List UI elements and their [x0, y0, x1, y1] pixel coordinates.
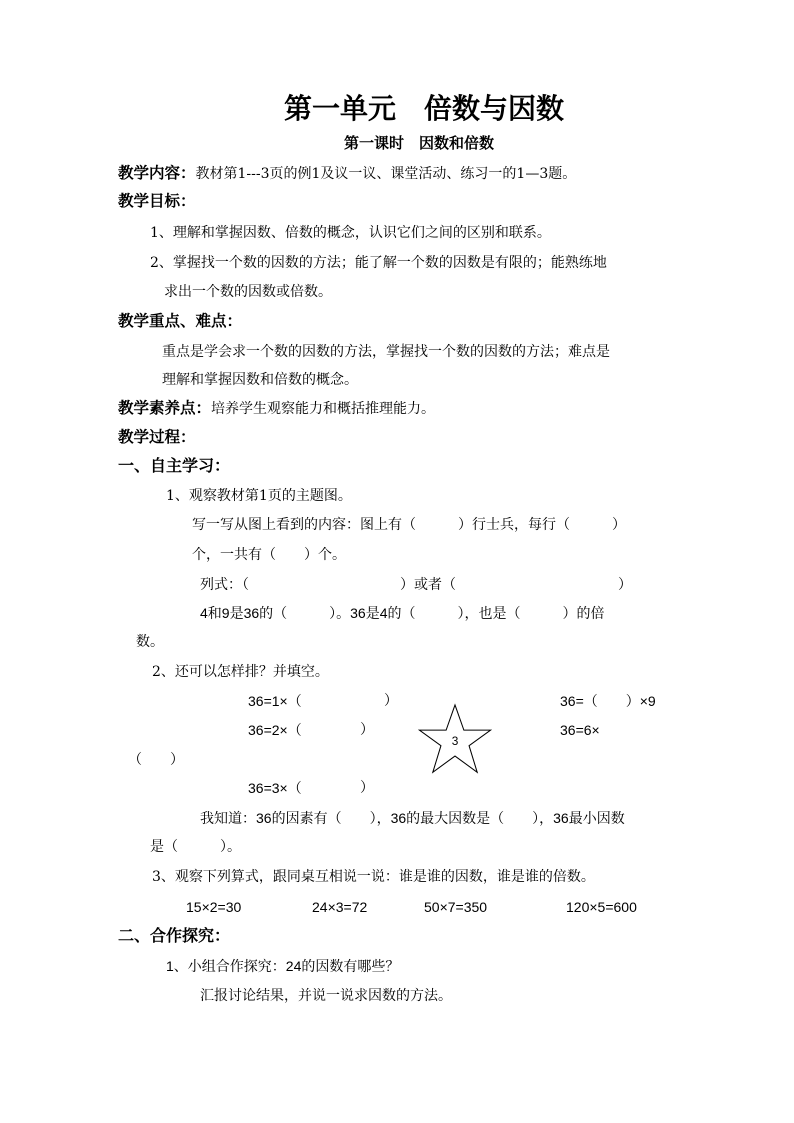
section-2-note: 汇报讨论结果，并说一说求因数的方法。 — [200, 988, 452, 1004]
fill-blank-soldiers: 写一写从图上看到的内容：图上有（ ）行士兵，每行（ ） — [192, 517, 626, 533]
equation-right-2: 36=6× — [560, 722, 600, 738]
fill-blank-total: 个，一共有（ ）个。 — [192, 547, 346, 563]
calc-3: 50×7=350 — [424, 899, 488, 915]
equation-3-close: ） — [360, 780, 374, 796]
content-label: 教学内容： — [118, 163, 196, 182]
equation-right-2-cont: （ ） — [128, 752, 184, 768]
know-line-1: 我知道：36的因素有（ ），36的最大因数是（ ），36最小因数 — [200, 810, 625, 826]
lesson-subtitle: 第一课时 因数和倍数 — [344, 134, 495, 152]
content-row — [118, 164, 576, 183]
content-text: 教材第1---3页的例1及议一议、课堂活动、练习一的1—3题。 — [195, 166, 577, 182]
factor-relation-end: 数。 — [136, 634, 164, 650]
page-title: 第一单元 倍数与因数 — [284, 92, 565, 125]
formula-label: 列式：（ — [200, 577, 249, 593]
formula-close: ） — [618, 577, 632, 593]
section-2-heading: 二、合作探究： — [118, 926, 231, 945]
literacy-text: 培养学生观察能力和概括推理能力。 — [211, 401, 436, 417]
equation-2-close: ） — [360, 722, 374, 738]
goal-item-1: 1、理解和掌握因数、倍数的概念，认识它们之间的区别和联系。 — [150, 225, 551, 241]
process-label: 教学过程： — [118, 427, 196, 446]
formula-or: ）或者（ — [400, 577, 456, 593]
section-1-question-1: 1、观察教材第1页的主题图。 — [166, 488, 352, 504]
goal-item-2-cont: 求出一个数的因数或倍数。 — [164, 284, 332, 300]
equation-1: 36=1×（ — [248, 693, 302, 709]
section-1-heading: 一、自主学习： — [118, 456, 231, 475]
key-points-label: 教学重点、难点： — [118, 311, 243, 330]
goals-label: 教学目标： — [118, 191, 196, 210]
key-points-line-2: 理解和掌握因数和倍数的概念。 — [162, 372, 358, 388]
equation-3: 36=3×（ — [248, 780, 302, 796]
key-points-line-1: 重点是学会求一个数的因数的方法，掌握找一个数的因数的方法；难点是 — [162, 344, 610, 360]
equation-right-1: 36=（ ）×9 — [560, 693, 656, 709]
calc-1: 15×2=30 — [186, 899, 242, 915]
calc-4: 120×5=600 — [566, 899, 637, 915]
equation-2: 36=2×（ — [248, 722, 302, 738]
goal-item-2: 2、掌握找一个数的因数的方法；能了解一个数的因数是有限的；能熟练地 — [150, 255, 607, 271]
section-1-question-2: 2、还可以怎样排？并填空。 — [152, 664, 329, 680]
star-shape — [418, 703, 492, 775]
equation-1-close: ） — [384, 693, 398, 709]
section-2-question-1: 1、小组合作探究：24的因数有哪些？ — [166, 958, 400, 974]
calc-2: 24×3=72 — [312, 899, 368, 915]
literacy-row — [118, 399, 435, 418]
literacy-label: 教学素养点： — [118, 398, 212, 417]
factor-relation: 4和9是36的（ ）。36是4的（ ），也是（ ）的倍 — [200, 605, 605, 621]
know-line-2: 是（ ）。 — [150, 839, 241, 855]
section-1-question-3: 3、观察下列算式，跟同桌互相说一说：谁是谁的因数，谁是谁的倍数。 — [152, 869, 595, 885]
star-number: 3 — [451, 733, 459, 748]
